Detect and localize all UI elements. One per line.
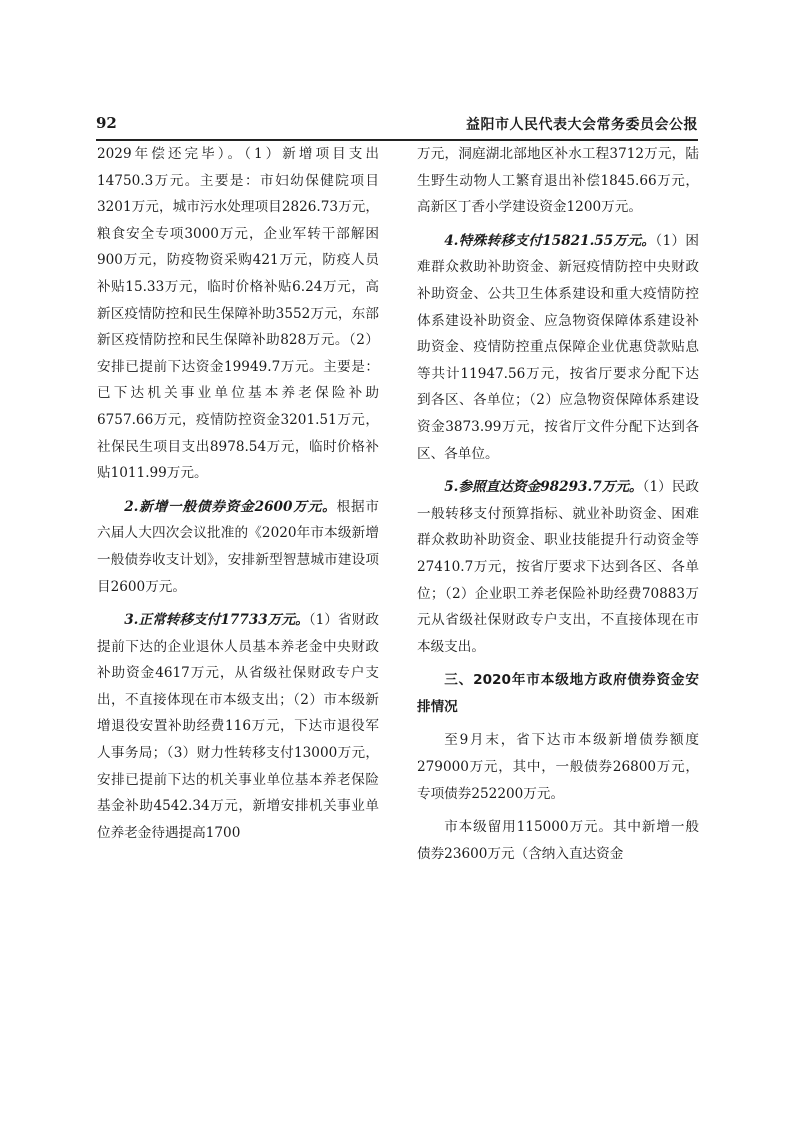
- paragraph-text: 市本级留用115000万元。其中新增一般债券23600万元（含纳入直达资金: [417, 819, 699, 862]
- paragraph-special-transfer: [417, 228, 699, 467]
- paragraph-text: 根据市六届人大四次会议批准的《2020年市本级新增一般债券收支计划》，安排新型智慧城市建设项目2600万元。: [97, 498, 380, 595]
- journal-title: 益阳市人民代表大会常务委员会公报: [466, 117, 698, 133]
- paragraph-heading: 2.新增一般债券资金2600万元。: [124, 498, 337, 515]
- paragraph-text: （1）困难群众救助补助资金、新冠疫情防控中央财政补助资金、公共卫生体系建设和重大疫情防控体系建设补助资金、应急物资保障体系建设补助资金、疫情防控重点保障企业优惠贷款贴息等共计11947.56万元，按省厅要求分配下达到各区、各单位；（2）应急物资保障体系建设资金3873.99万元，按省厅文件分配下达到各区、各单位。: [417, 232, 699, 462]
- paragraph-text: 2029年偿还完毕）。（1）新增项目支出14750.3万元。主要是：市妇幼保健院项目3201万元，城市污水处理项目2826.73万元，粮食安全专项3000万元，企业军转干部解困900万元，防疫物资采购421万元，防疫人员补贴15.33万元，临时价格补贴6.24万元，高新区疫情防控和民生保障补助3552万元，东部新区疫情防控和民生保障补助828万元。（2）安排已提前下达资金19949.7万元。主要是：已下达机关事业单位基本养老保险补助6757.66万元，疫情防控资金3201.51万元，社保民生项目支出8978.54万元，临时价格补贴1011.99万元。: [97, 146, 379, 482]
- left-column: [97, 141, 379, 846]
- paragraph-continued: [417, 141, 699, 221]
- paragraph-retained: [417, 814, 699, 867]
- paragraph-heading: 4.特殊转移支付15821.55万元。: [444, 232, 656, 249]
- page-header: [96, 112, 698, 136]
- paragraph-text: 万元，洞庭湖北部地区补水工程3712万元，陆生野生动物人工繁育退出补偿1845.66万元，高新区丁香小学建设资金1200万元。: [417, 146, 699, 216]
- paragraph-bond-quota: [417, 727, 699, 807]
- paragraph-text: 至9月末，省下达市本级新增债券额度279000万元，其中，一般债券26800万元，专项债券252200万元。: [417, 732, 699, 802]
- paragraph-heading: 3.正常转移支付17733万元。: [124, 612, 309, 629]
- paragraph-normal-transfer: [97, 607, 379, 846]
- paragraph-direct-funds: [417, 474, 699, 660]
- paragraph-new-general-bond: [97, 494, 379, 600]
- paragraph-text: （1）省财政提前下达的企业退休人员基本养老金中央财政补助资金4617万元，从省级社保财政专户支出，不直接体现在市本级支出；（2）市本级新增退役安置补助经费116万元，下达市退役军人事务局；（3）财力性转移支付13000万元，安排已提前下达的机关事业单位基本养老保险基金补助4542.34万元，新增安排机关事业单位养老金待遇提高1700: [97, 612, 379, 841]
- paragraph-text: （1）民政一般转移支付预算指标、就业补助资金、困难群众救助补助资金、职业技能提升行动资金等27410.7万元，按省厅要求下达到各区、各单位；（2）企业职工养老保险补助经费70883万元从省级社保财政专户支出，不直接体现在市本级支出。: [417, 479, 699, 655]
- right-column: [417, 141, 699, 867]
- paragraph-continued: [97, 141, 379, 487]
- section-heading-text: 三、2020年市本级地方政府债券资金安排情况: [417, 672, 699, 715]
- page-number: 92: [96, 114, 117, 132]
- section-heading: [417, 667, 699, 720]
- paragraph-heading: 5.参照直达资金98293.7万元。: [444, 479, 643, 496]
